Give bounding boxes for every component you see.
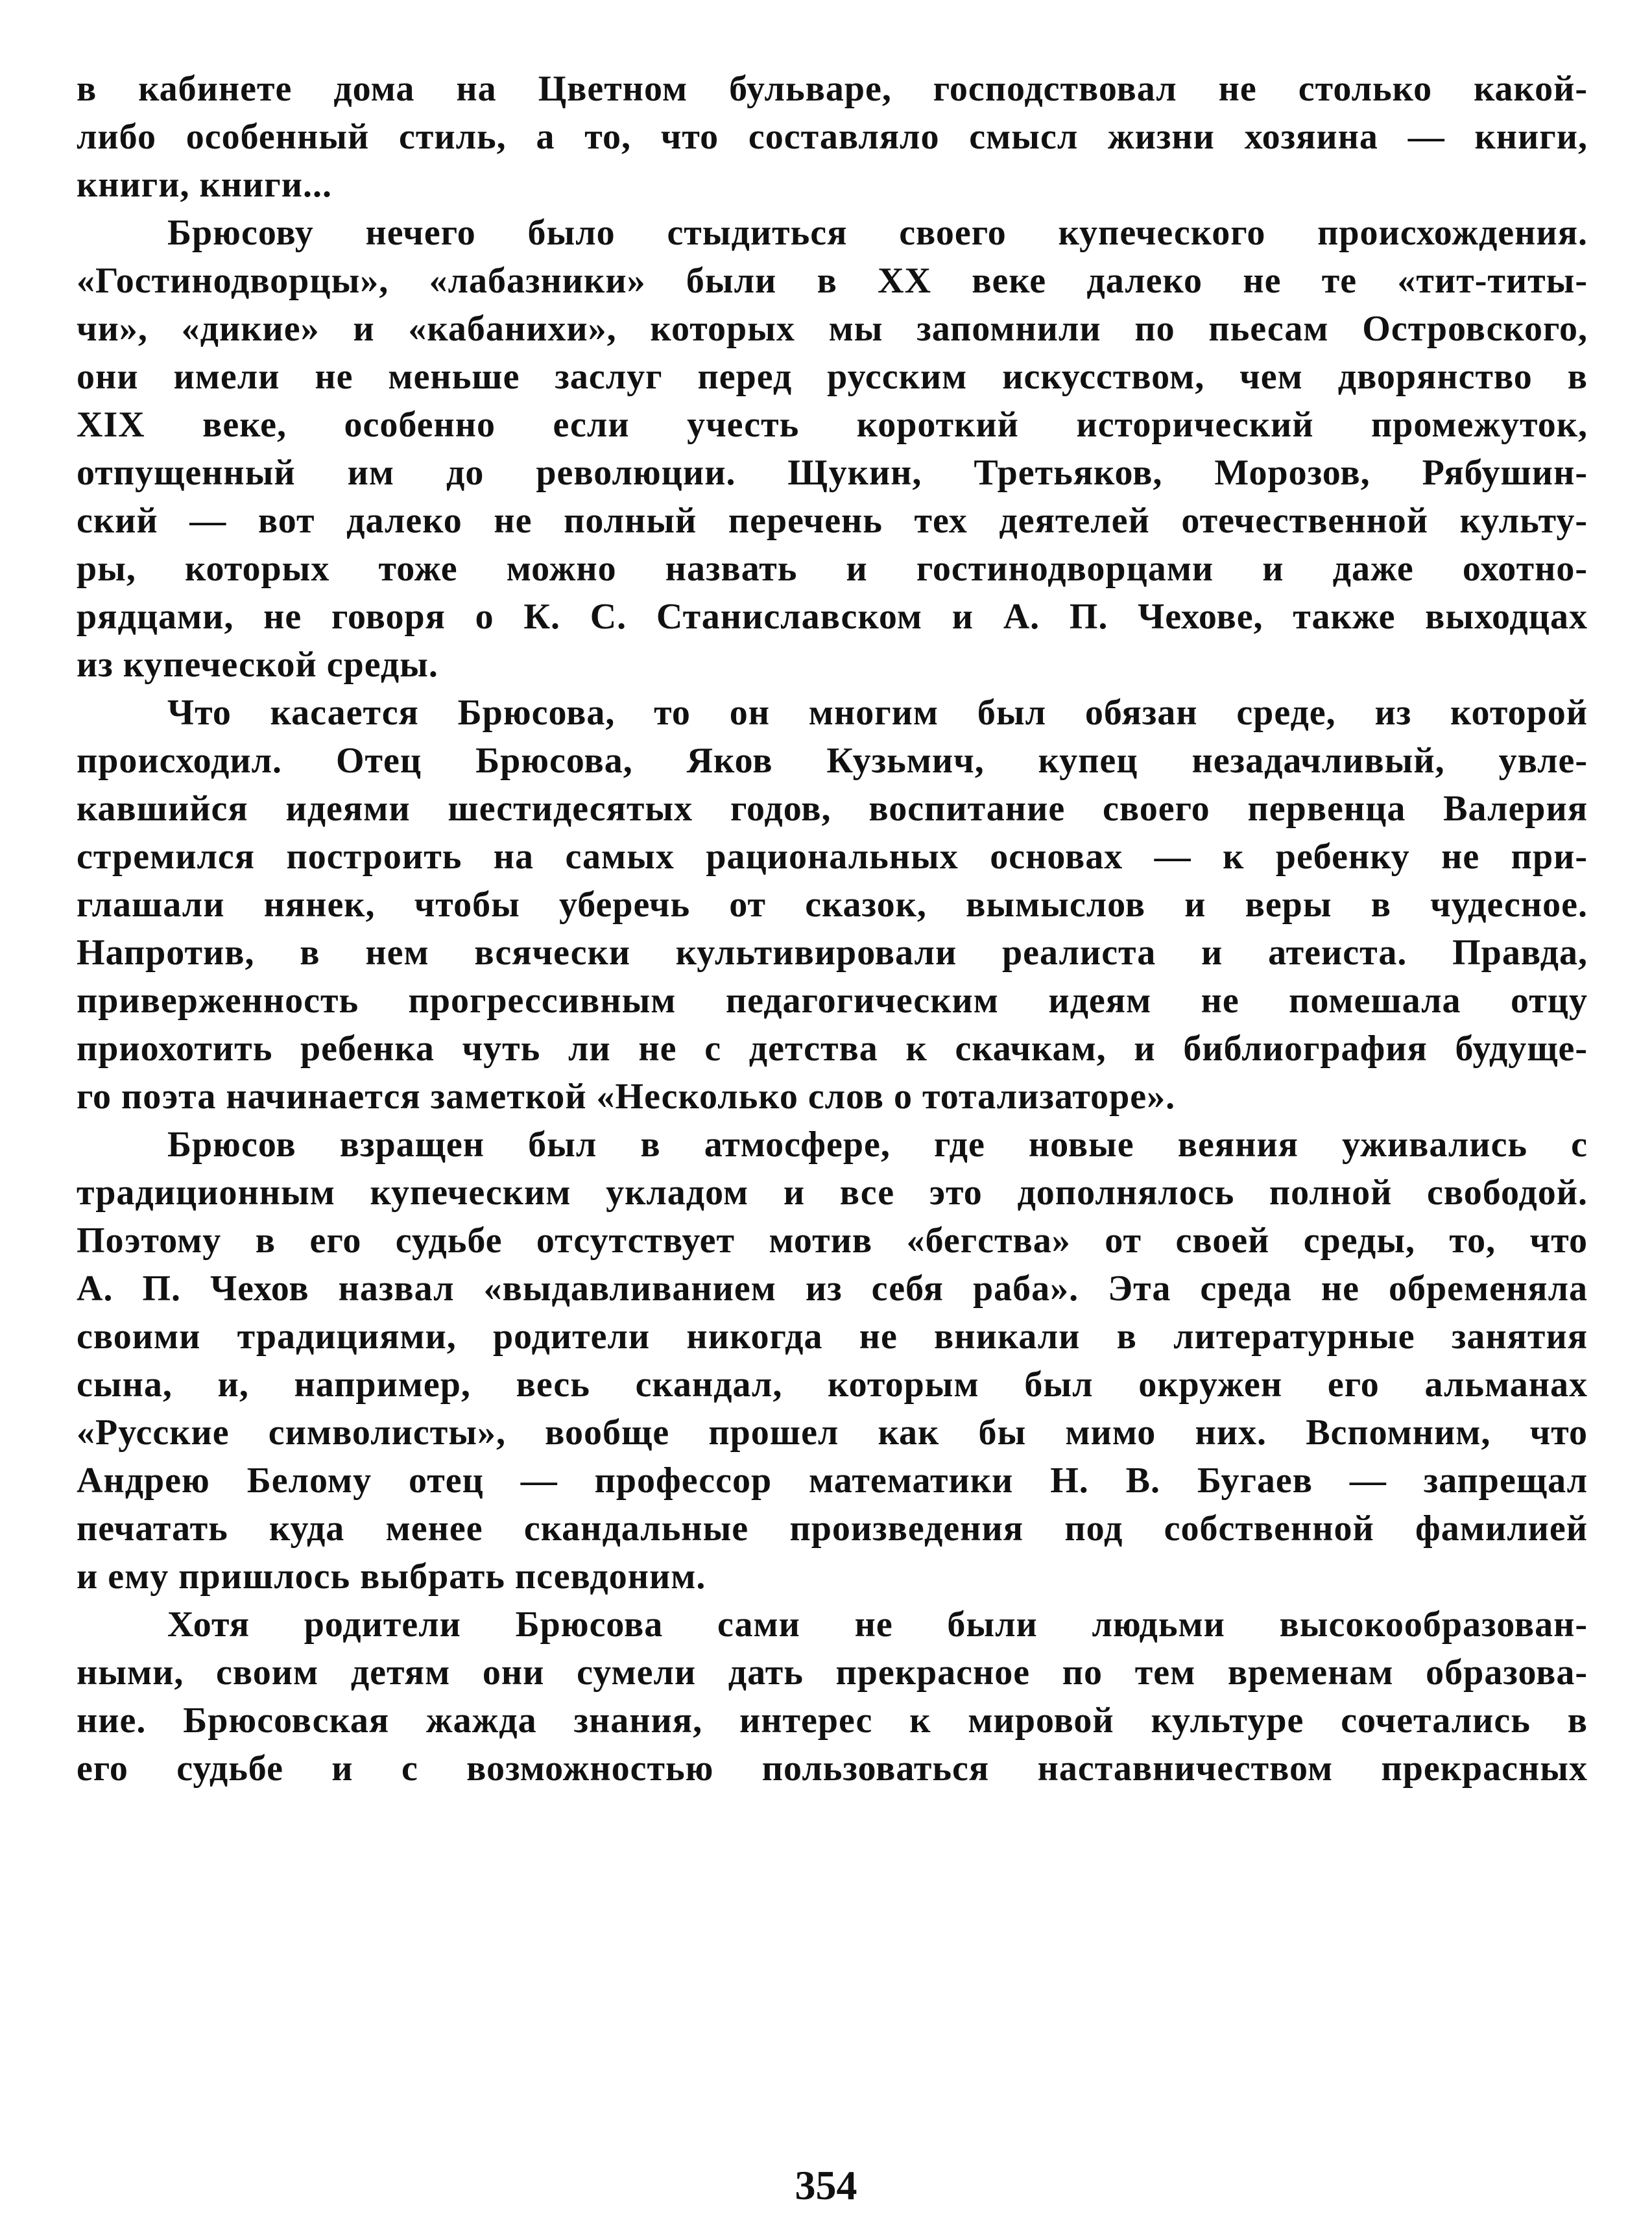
text-line: «Русские символисты», вообще прошел как бы мимо них. Вспомним, что bbox=[77, 1412, 1588, 1453]
text-line: «Гостинодворцы», «лабазники» были в XX веке далеко не те «тит-титы- bbox=[77, 261, 1588, 301]
text-line: кавшийся идеями шестидесятых годов, воспитание своего первенца Валерия bbox=[77, 789, 1588, 829]
paragraph bbox=[77, 209, 1588, 689]
text-line: из купеческой среды. bbox=[77, 645, 438, 685]
text-line: стремился построить на самых рациональных основах — к ребенку не при- bbox=[77, 837, 1588, 877]
text-line: Поэтому в его судьбе отсутствует мотив «бегства» от своей среды, то, что bbox=[77, 1221, 1588, 1261]
text-line: ры, которых тоже можно назвать и гостинодворцами и даже охотно- bbox=[77, 549, 1588, 589]
text-line: они имели не меньше заслуг перед русским искусством, чем дворянство в bbox=[77, 357, 1588, 397]
text-line: ными, своим детям они сумели дать прекрасное по тем временам образова- bbox=[77, 1652, 1588, 1693]
text-line: глашали нянек, чтобы уберечь от сказок, вымыслов и веры в чудесное. bbox=[77, 885, 1588, 925]
text-line: ский — вот далеко не полный перечень тех деятелей отечественной культу- bbox=[77, 501, 1588, 541]
text-line: приохотить ребенка чуть ли не с детства к скачкам, и библиография будуще- bbox=[77, 1029, 1588, 1069]
paragraph bbox=[77, 689, 1588, 1121]
text-line: Андрею Белому отец — профессор математики Н. В. Бугаев — запрещал bbox=[77, 1460, 1588, 1501]
text-line: печатать куда менее скандальные произведения под собственной фамилией bbox=[77, 1508, 1588, 1549]
text-line: го поэта начинается заметкой «Несколько слов о тотализаторе». bbox=[77, 1077, 1176, 1117]
text-line: либо особенный стиль, а то, что составляло смысл жизни хозяина — книги, bbox=[77, 117, 1588, 157]
text-line: сына, и, например, весь скандал, которым был окружен его альманах bbox=[77, 1364, 1588, 1405]
paragraph bbox=[77, 65, 1588, 209]
text-line: в кабинете дома на Цветном бульваре, господствовал не столько какой- bbox=[77, 69, 1588, 109]
paragraph bbox=[77, 1601, 1588, 1793]
text-line: Что касается Брюсова, то он многим был обязан среде, из которой bbox=[167, 693, 1588, 733]
body-text bbox=[77, 65, 1588, 1793]
text-line: Брюсов взращен был в атмосфере, где новые веяния уживались с bbox=[167, 1125, 1588, 1165]
text-line: XIX веке, особенно если учесть короткий исторический промежуток, bbox=[77, 405, 1588, 445]
text-line: и ему пришлось выбрать псевдоним. bbox=[77, 1556, 706, 1597]
text-line: Хотя родители Брюсова сами не были людьми высокообразован- bbox=[167, 1604, 1588, 1645]
text-line: книги, книги... bbox=[77, 165, 332, 205]
text-line: своими традициями, родители никогда не вникали в литературные занятия bbox=[77, 1317, 1588, 1357]
paragraph bbox=[77, 1121, 1588, 1601]
text-line: Напротив, в нем всячески культивировали реалиста и атеиста. Правда, bbox=[77, 933, 1588, 973]
text-line: рядцами, не говоря о К. С. Станиславском и А. П. Чехове, также выходцах bbox=[77, 597, 1588, 637]
text-line: отпущенный им до революции. Щукин, Третьяков, Морозов, Рябушин- bbox=[77, 453, 1588, 493]
text-line: его судьбе и с возможностью пользоваться наставничеством прекрасных bbox=[77, 1748, 1588, 1789]
text-line: Брюсову нечего было стыдиться своего купеческого происхождения. bbox=[167, 213, 1588, 253]
text-line: чи», «дикие» и «кабанихи», которых мы запомнили по пьесам Островского, bbox=[77, 309, 1588, 349]
text-line: традиционным купеческим укладом и все это дополнялось полной свободой. bbox=[77, 1173, 1588, 1213]
page-number: 354 bbox=[795, 2162, 857, 2208]
text-line: приверженность прогрессивным педагогическим идеям не помешала отцу bbox=[77, 981, 1588, 1021]
text-line: ние. Брюсовская жажда знания, интерес к мировой культуре сочетались в bbox=[77, 1700, 1588, 1741]
text-line: А. П. Чехов назвал «выдавливанием из себя раба». Эта среда не обременяла bbox=[77, 1269, 1588, 1309]
text-line: происходил. Отец Брюсова, Яков Кузьмич, купец незадачливый, увле- bbox=[77, 741, 1588, 781]
